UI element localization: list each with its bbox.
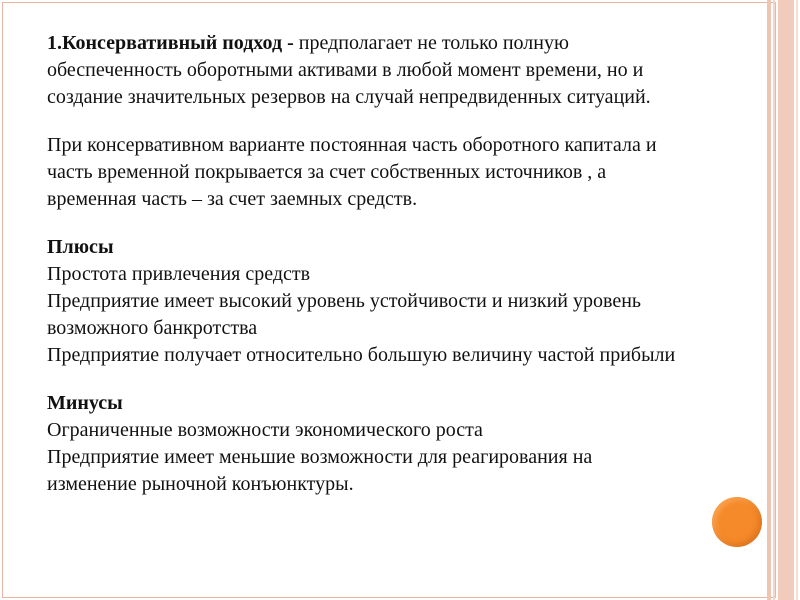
decorative-stripe: [796, 0, 798, 600]
detail-line: часть временной покрывается за счет собственных источников , а: [47, 161, 607, 183]
decorative-circle: [712, 497, 762, 547]
pros-item: Простота привлечения средств: [47, 263, 311, 285]
intro-line: создание значительных резервов на случай непредвиденных ситуаций.: [47, 86, 651, 108]
intro-text: предполагает не только полную: [293, 32, 569, 54]
decorative-stripe: [767, 0, 771, 600]
detail-line: При консервативном варианте постоянная часть оборотного капитала и: [47, 134, 657, 156]
pros-section: [47, 234, 762, 369]
slide-body: [47, 30, 762, 498]
cons-heading: Минусы: [47, 392, 123, 414]
decorative-stripe: [778, 0, 794, 600]
intro-line: [47, 30, 762, 57]
decorative-stripe: [773, 0, 775, 600]
pros-heading: Плюсы: [47, 236, 114, 258]
pros-item: Предприятие получает относительно большую величину частой прибыли: [47, 344, 676, 366]
pros-item: возможного банкротства: [47, 317, 258, 339]
detail-paragraph: [47, 132, 762, 213]
intro-paragraph: [47, 30, 762, 111]
intro-line: обеспеченность оборотными активами в любой момент времени, но и: [47, 59, 644, 81]
cons-item: Ограниченные возможности экономического роста: [47, 419, 483, 441]
detail-line: временная часть – за счет заемных средств.: [47, 188, 418, 210]
pros-item: Предприятие имеет высокий уровень устойчивости и низкий уровень: [47, 290, 642, 312]
cons-item: изменение рыночной конъюнктуры.: [47, 473, 354, 495]
intro-title: 1.Консервативный подход -: [47, 32, 294, 54]
cons-item: Предприятие имеет меньшие возможности для реагирования на: [47, 446, 593, 468]
cons-section: [47, 390, 762, 498]
